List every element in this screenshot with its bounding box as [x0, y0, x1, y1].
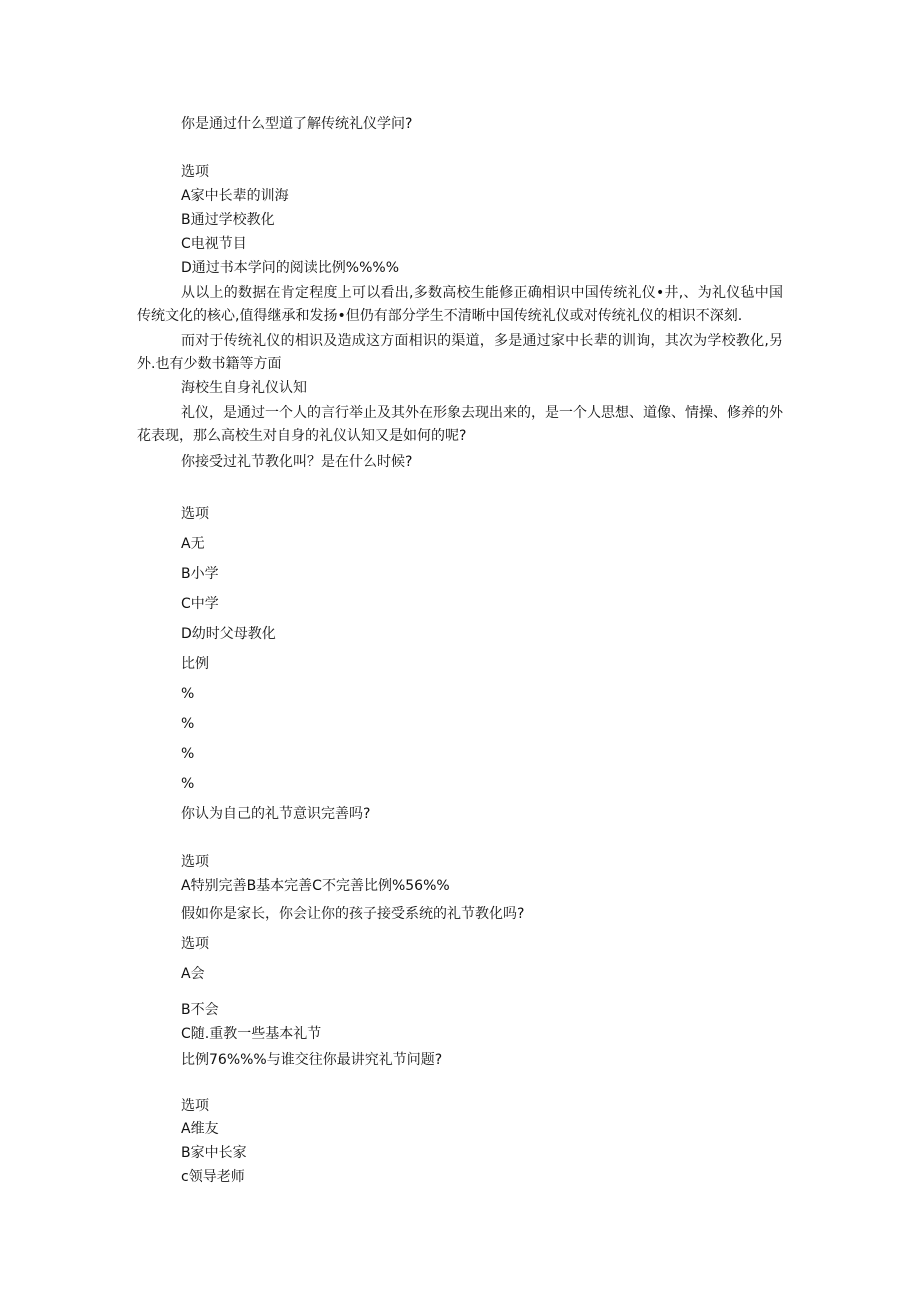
- question-1-option-c: C电视节目: [181, 236, 247, 252]
- section-heading: 海校生自身礼仪认知: [181, 380, 307, 396]
- question-2-option-d: D幼时父母教化: [181, 626, 276, 642]
- question-2-option-b: B小学: [181, 566, 219, 582]
- question-4-option-b: B不会: [181, 1002, 219, 1018]
- question-1-options-label: 选项: [181, 164, 209, 180]
- question-5-option-b: B家中长家: [181, 1145, 247, 1161]
- question-5-option-c: c领导老师: [181, 1169, 245, 1185]
- analysis-paragraph-2: 而对于传统礼仪的相识及造成这方面相识的渠道，多是通过家中长辈的训询，其次为学校教化,另外.也有少数书籍等方面: [137, 333, 783, 372]
- question-3-options-line: A特别完善B基本完善C不完善比例%56%%: [181, 878, 450, 894]
- question-2-text: 你接受过礼节教化叫？是在什么时候?: [181, 454, 413, 470]
- question-5-option-a: A维友: [181, 1121, 219, 1137]
- question-1-option-a: A家中长辈的训海: [181, 188, 289, 204]
- question-4-ratio-and-question-5: 比例76%%%与谁交往你最讲究礼节问题?: [181, 1052, 443, 1068]
- question-2-options-label: 选项: [181, 506, 209, 522]
- question-2-option-a: A无: [181, 536, 205, 552]
- question-2-ratio-c: %: [181, 746, 195, 762]
- question-4-text: 假如你是家长，你会让你的孩子接受系统的礼节教化吗?: [181, 906, 525, 922]
- question-4-options-label: 选项: [181, 936, 209, 952]
- analysis-paragraph-3: 礼仪，是通过一个人的言行举止及其外在形象去现出来的，是一个人思想、道像、情操、修养的外花表现，那么高校生对自身的礼仪认知又是如何的呢?: [137, 405, 783, 444]
- question-2-ratio-d: %: [181, 776, 195, 792]
- question-2-ratio-a: %: [181, 686, 195, 702]
- question-1-option-d: D通过书本学问的阅读比例%%%%: [181, 260, 399, 276]
- question-3-options-label: 选项: [181, 854, 209, 870]
- question-2-option-c: C中学: [181, 596, 219, 612]
- question-1-text: 你是通过什么型道了解传统礼仪学问?: [181, 116, 413, 132]
- analysis-paragraph-1: 从以上的数据在肯定程度上可以看出,多数高校生能修正确相识中国传统礼仪•井,、为礼仪毡中国传统文化的核心,值得继承和发扬•但仍有部分学生不清晰中国传统礼仪或对传统礼仪的相识不深刻.: [137, 285, 783, 324]
- question-3-text: 你认为自己的礼节意识完善吗?: [181, 806, 371, 822]
- question-1-option-b: B通过学校教化: [181, 212, 275, 228]
- question-2-ratio-label: 比例: [181, 656, 209, 672]
- question-5-options-label: 选项: [181, 1098, 209, 1114]
- question-4-option-c: C随.重教一些基本礼节: [181, 1026, 322, 1042]
- question-4-option-a: A会: [181, 966, 205, 982]
- question-2-ratio-b: %: [181, 716, 195, 732]
